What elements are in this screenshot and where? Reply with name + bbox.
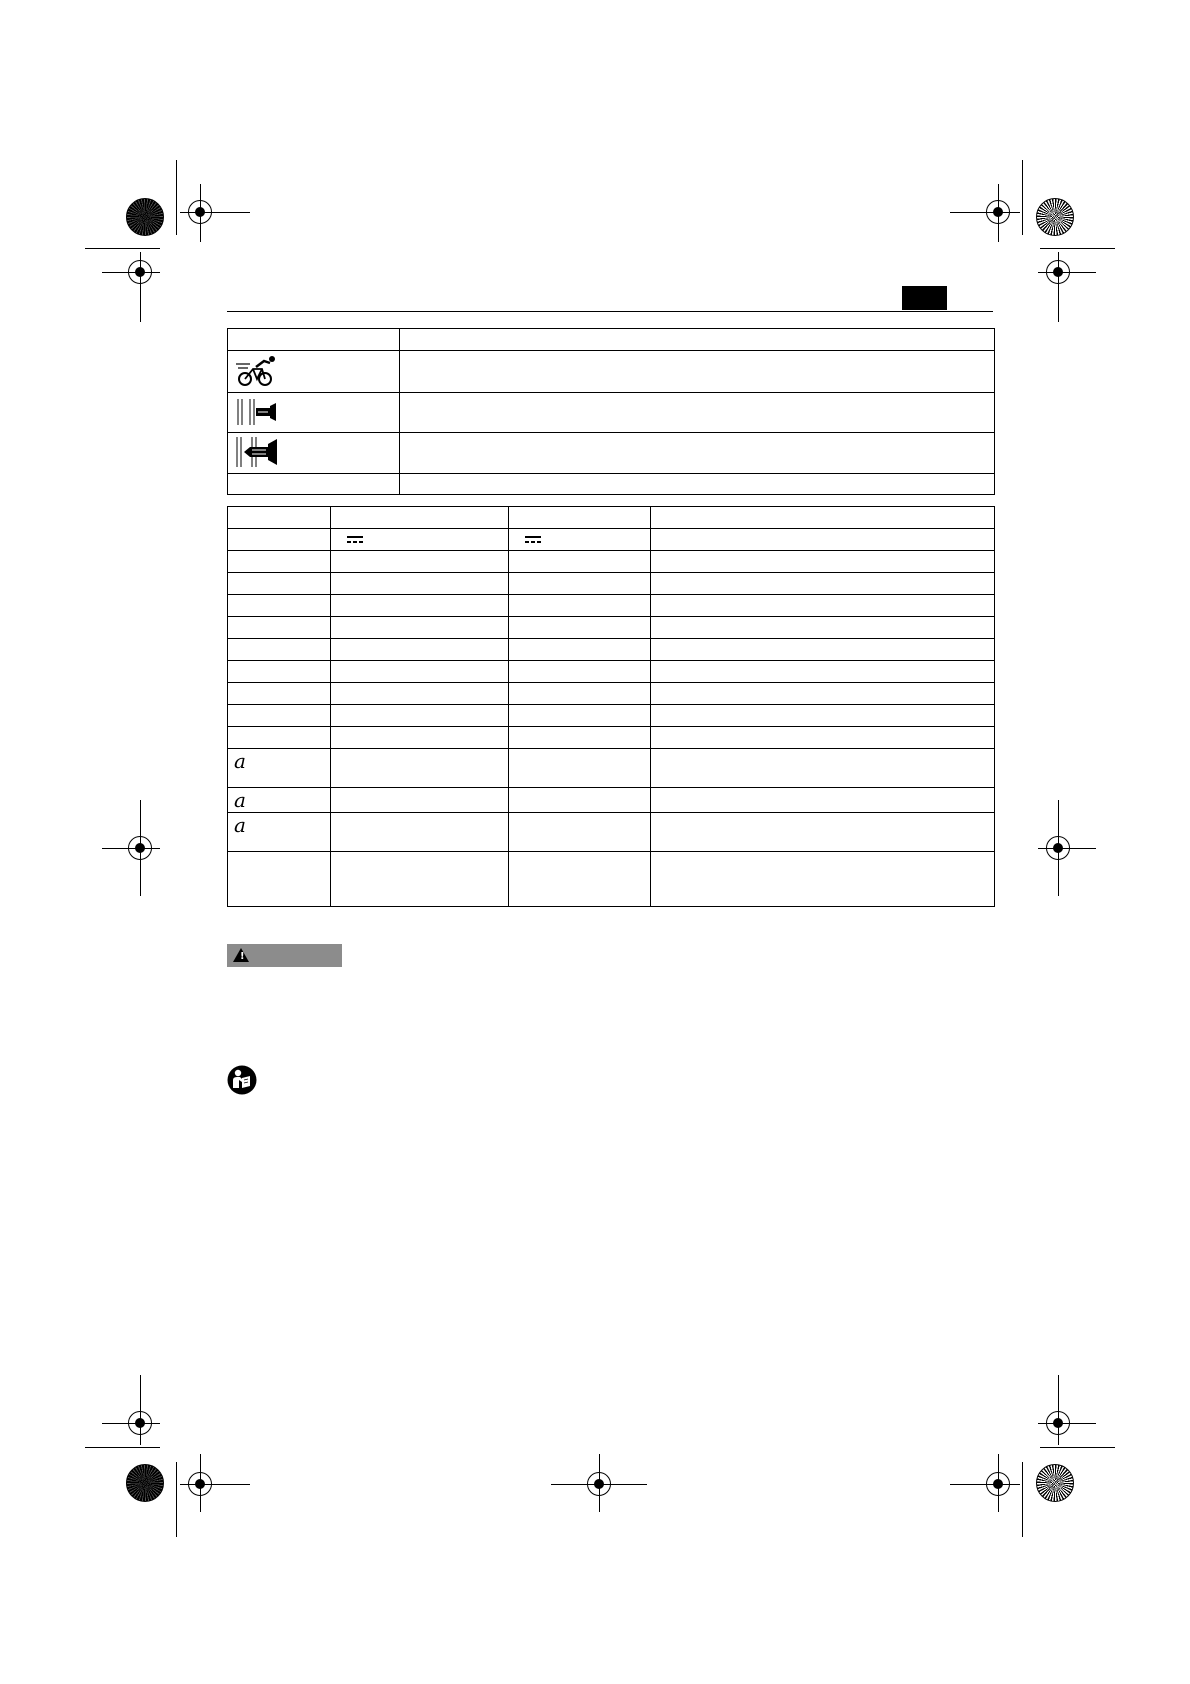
spec-cell <box>651 813 995 852</box>
spec-cell-text: a <box>234 813 246 837</box>
spec-cell <box>331 749 509 788</box>
spec-cell <box>509 551 651 573</box>
header-rule <box>227 311 993 312</box>
usage-table <box>227 328 995 495</box>
spec-cell <box>228 683 331 705</box>
spec-cell <box>509 573 651 595</box>
usage-row <box>228 393 995 433</box>
spec-cell <box>331 661 509 683</box>
spec-cell <box>331 705 509 727</box>
usage-row <box>228 329 995 351</box>
spec-cell <box>509 705 651 727</box>
warning-triangle-icon: ! <box>233 948 249 962</box>
spec-cell <box>331 595 509 617</box>
spec-cell <box>509 683 651 705</box>
spec-row <box>228 551 995 573</box>
usage-cell-icon <box>228 433 400 474</box>
language-tab <box>902 286 947 310</box>
screw-large-icon <box>234 436 278 468</box>
spec-cell <box>228 617 331 639</box>
spec-cell <box>651 788 995 813</box>
spec-cell <box>509 661 651 683</box>
spec-row <box>228 727 995 749</box>
warning-label <box>227 944 342 967</box>
spec-cell <box>651 661 995 683</box>
spec-cell <box>228 749 331 788</box>
spec-cell <box>331 573 509 595</box>
spec-cell <box>228 551 331 573</box>
spec-cell <box>228 639 331 661</box>
spec-cell <box>228 788 331 813</box>
spec-row <box>228 705 995 727</box>
usage-cell-text <box>400 474 995 495</box>
spec-cell <box>331 852 509 907</box>
spec-row <box>228 529 995 551</box>
usage-cell-icon <box>228 393 400 433</box>
spec-cell <box>509 813 651 852</box>
spec-cell <box>509 529 651 551</box>
spec-cell <box>651 639 995 661</box>
spec-cell <box>509 617 651 639</box>
screw-small-icon <box>234 397 278 427</box>
spec-cell <box>228 573 331 595</box>
spec-cell <box>228 727 331 749</box>
dc-current-icon <box>347 536 363 544</box>
spec-row <box>228 749 995 788</box>
spec-row <box>228 813 995 852</box>
usage-cell-text <box>400 393 995 433</box>
spec-cell <box>228 705 331 727</box>
spec-cell <box>228 661 331 683</box>
spec-row <box>228 573 995 595</box>
spec-cell <box>331 727 509 749</box>
spec-cell <box>331 639 509 661</box>
spec-cell <box>651 749 995 788</box>
usage-cell-icon <box>228 329 400 351</box>
spec-cell <box>331 683 509 705</box>
spec-cell <box>509 595 651 617</box>
spec-cell <box>651 617 995 639</box>
spec-cell <box>228 595 331 617</box>
spec-cell <box>331 507 509 529</box>
spec-cell <box>651 573 995 595</box>
spec-cell <box>331 813 509 852</box>
spec-row <box>228 595 995 617</box>
spec-cell <box>228 529 331 551</box>
spec-cell <box>228 852 331 907</box>
spec-cell <box>509 639 651 661</box>
usage-row <box>228 351 995 393</box>
spec-cell-text: a <box>234 788 246 812</box>
spec-cell <box>509 507 651 529</box>
spec-row <box>228 639 995 661</box>
usage-cell-text <box>400 329 995 351</box>
usage-row <box>228 433 995 474</box>
usage-row <box>228 474 995 495</box>
usage-cell-icon <box>228 351 400 393</box>
spec-cell <box>228 813 331 852</box>
spec-row <box>228 617 995 639</box>
dc-current-icon <box>525 536 541 544</box>
spec-cell-text: a <box>234 749 246 773</box>
spec-cell <box>651 595 995 617</box>
spec-cell <box>509 788 651 813</box>
spec-row <box>228 661 995 683</box>
spec-cell <box>509 749 651 788</box>
spec-row <box>228 788 995 813</box>
spec-cell <box>651 727 995 749</box>
spec-cell <box>331 788 509 813</box>
color-star-bottom-right <box>1036 1464 1074 1502</box>
spec-cell <box>651 705 995 727</box>
spec-table <box>227 506 995 907</box>
spec-cell <box>331 529 509 551</box>
usage-cell-text <box>400 433 995 474</box>
spec-cell <box>331 617 509 639</box>
usage-cell-text <box>400 351 995 393</box>
usage-cell-icon <box>228 474 400 495</box>
color-star-bottom-left <box>126 1464 164 1502</box>
spec-cell <box>651 529 995 551</box>
spec-cell <box>331 551 509 573</box>
spec-cell <box>651 551 995 573</box>
spec-cell <box>651 507 995 529</box>
spec-cell <box>651 683 995 705</box>
spec-cell <box>509 852 651 907</box>
spec-row <box>228 683 995 705</box>
spec-row <box>228 852 995 907</box>
spec-cell <box>651 852 995 907</box>
high-speed-bicycle-icon <box>234 355 278 387</box>
color-star-top-left <box>126 198 164 236</box>
spec-cell <box>228 507 331 529</box>
spec-row <box>228 507 995 529</box>
read-manual-icon <box>227 1065 257 1095</box>
color-star-top-right <box>1036 198 1074 236</box>
spec-cell <box>509 727 651 749</box>
